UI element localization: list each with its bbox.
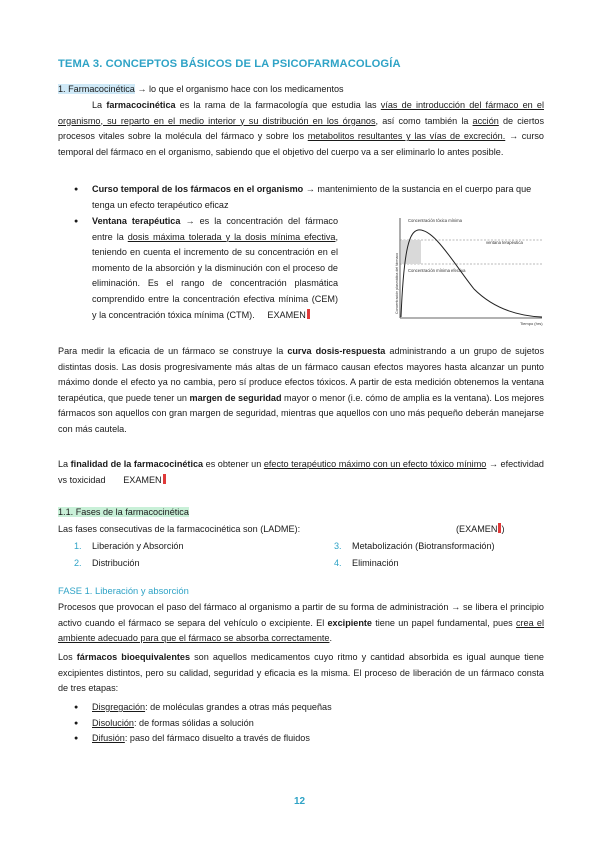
page-number: 12 xyxy=(294,796,306,807)
exam-tag: EXAMEN xyxy=(123,474,162,485)
exam-mark xyxy=(163,474,166,484)
label-window: ventana terapéutica xyxy=(486,240,523,245)
label-effective: Concentración mínima efectiva xyxy=(408,268,466,273)
section-1-heading: 1. Farmacocinética xyxy=(58,84,135,94)
bullet-list-etapas xyxy=(74,700,544,747)
list-item: ● Ventana terapéutica → es la concentración del fármaco entre la dosis máxima tolerada y la dosis mínima efectiva, teniendo en cuenta el incremento de su concentración en el momento de la absorción y la disminución con el proceso de eliminación. Es el rango de concentración plasmática comprendido entre la concentración efectiva mínima (CEM) y la concentración tóxica mínima (CTM). EXAMEN xyxy=(74,214,338,323)
bullet-list-ventana xyxy=(74,214,338,323)
section-1-heading-rest: lo que el organismo hace con los medicamentos xyxy=(148,84,344,94)
page-title: TEMA 3. CONCEPTOS BÁSICOS DE LA PSICOFARMACOLOGÍA xyxy=(58,58,401,70)
arrow-icon: → xyxy=(137,84,147,94)
phase-list-left xyxy=(74,538,184,572)
window-band xyxy=(401,240,421,264)
list-item: ● Disolución: de formas sólidas a solución xyxy=(74,716,544,732)
phases-intro: Las fases consecutivas de la farmacocinética son (LADME): xyxy=(58,524,301,534)
list-item: 4. Eliminación xyxy=(334,558,399,568)
paragraph-farmacocinetica: La farmacocinética es la rama de la farmacología que estudia las vías de introducción del fármaco en el organismo, su reparto en el medio interior y su distribución en los órganos, así como también la acción de ciertos procesos vitales sobre la molécula del fármaco y sobre los metabolitos resultantes y las vías de excreción. → curso temporal del fármaco en el organismo, sabiendo que el objetivo del cuerpo va a ser eliminarlo lo antes posible. xyxy=(58,100,544,157)
exam-tag: EXAMEN xyxy=(267,309,306,320)
list-item: ● Curso temporal de los fármacos en el organismo → mantenimiento de la sustancia en el cuerpo para que tenga un efecto terapéutico eficaz xyxy=(74,182,544,213)
list-item: ● Disgregación: de moléculas grandes a otras más pequeñas xyxy=(74,700,544,716)
list-item: 3. Metabolización (Biotransformación) xyxy=(334,541,495,551)
list-item: 1. Liberación y Absorción xyxy=(74,541,184,551)
label-toxic: Concentración tóxica mínima xyxy=(408,218,462,223)
graph-ylabel: Concentración plasmática del fármaco xyxy=(395,252,399,314)
exam-mark xyxy=(307,309,310,319)
section-1-1-heading: 1.1. Fases de la farmacocinética xyxy=(58,507,189,517)
list-item: 2. Distribución xyxy=(74,558,140,568)
section-1-heading-line xyxy=(58,82,544,98)
graph-xlabel: Tiempo (hrs) xyxy=(520,321,543,326)
fase-1-heading: FASE 1. Liberación y absorción xyxy=(58,585,189,596)
phases-exam: (EXAMEN ) xyxy=(456,524,505,534)
paragraph-fase-1: Procesos que provocan el paso del fármaco al organismo a partir de su forma de administración → se libera el principio activo cuando el fármaco se separa del vehículo o excipiente. El excipiente tiene un papel fundamental, pues crea el ambiente adecuado para que el fármaco se absorba correctamente. xyxy=(58,602,545,644)
paragraph-finalidad: La finalidad de la farmacocinética es obtener un efecto terapéutico máximo con un efecto tóxico mínimo → efectividad vs toxicidad EXAMEN xyxy=(58,459,544,485)
paragraph-dosis-respuesta: Para medir la eficacia de un fármaco se construye la curva dosis-respuesta administrando a un grupo de sujetos distintas dosis. Las dosis progresivamente más altas de un fármaco causan efectos mayores hasta alcanzar un punto máximo donde el efecto ya no cambia, pero sí produce efectos tóxicos. A partir de esta medición obtenemos la ventana terapéutica, que puede tener un margen de seguridad mayor o menor (i.e. cómo de amplia es la ventana). Los mejores fármacos son aquellos con gran margen de seguridad, mientras que aquellos con uno más pequeño deberán manejarse con más cautela. xyxy=(58,346,544,434)
therapeutic-window-graph xyxy=(394,214,544,326)
section-1-1-heading-line xyxy=(58,505,544,521)
phase-list-right xyxy=(334,538,495,572)
bullet-list-curso xyxy=(74,182,544,213)
paragraph-bioequivalentes: Los fármacos bioequivalentes son aquellos medicamentos cuyo ritmo y cantidad absorbida es igual aunque tiene excipientes distintos, pero su calidad, seguridad y eficacia es la misma. El proceso de liberación de un fármaco consta de tres etapas: xyxy=(58,652,544,694)
list-item: ● Difusión: paso del fármaco disuelto a través de fluidos xyxy=(74,731,544,747)
